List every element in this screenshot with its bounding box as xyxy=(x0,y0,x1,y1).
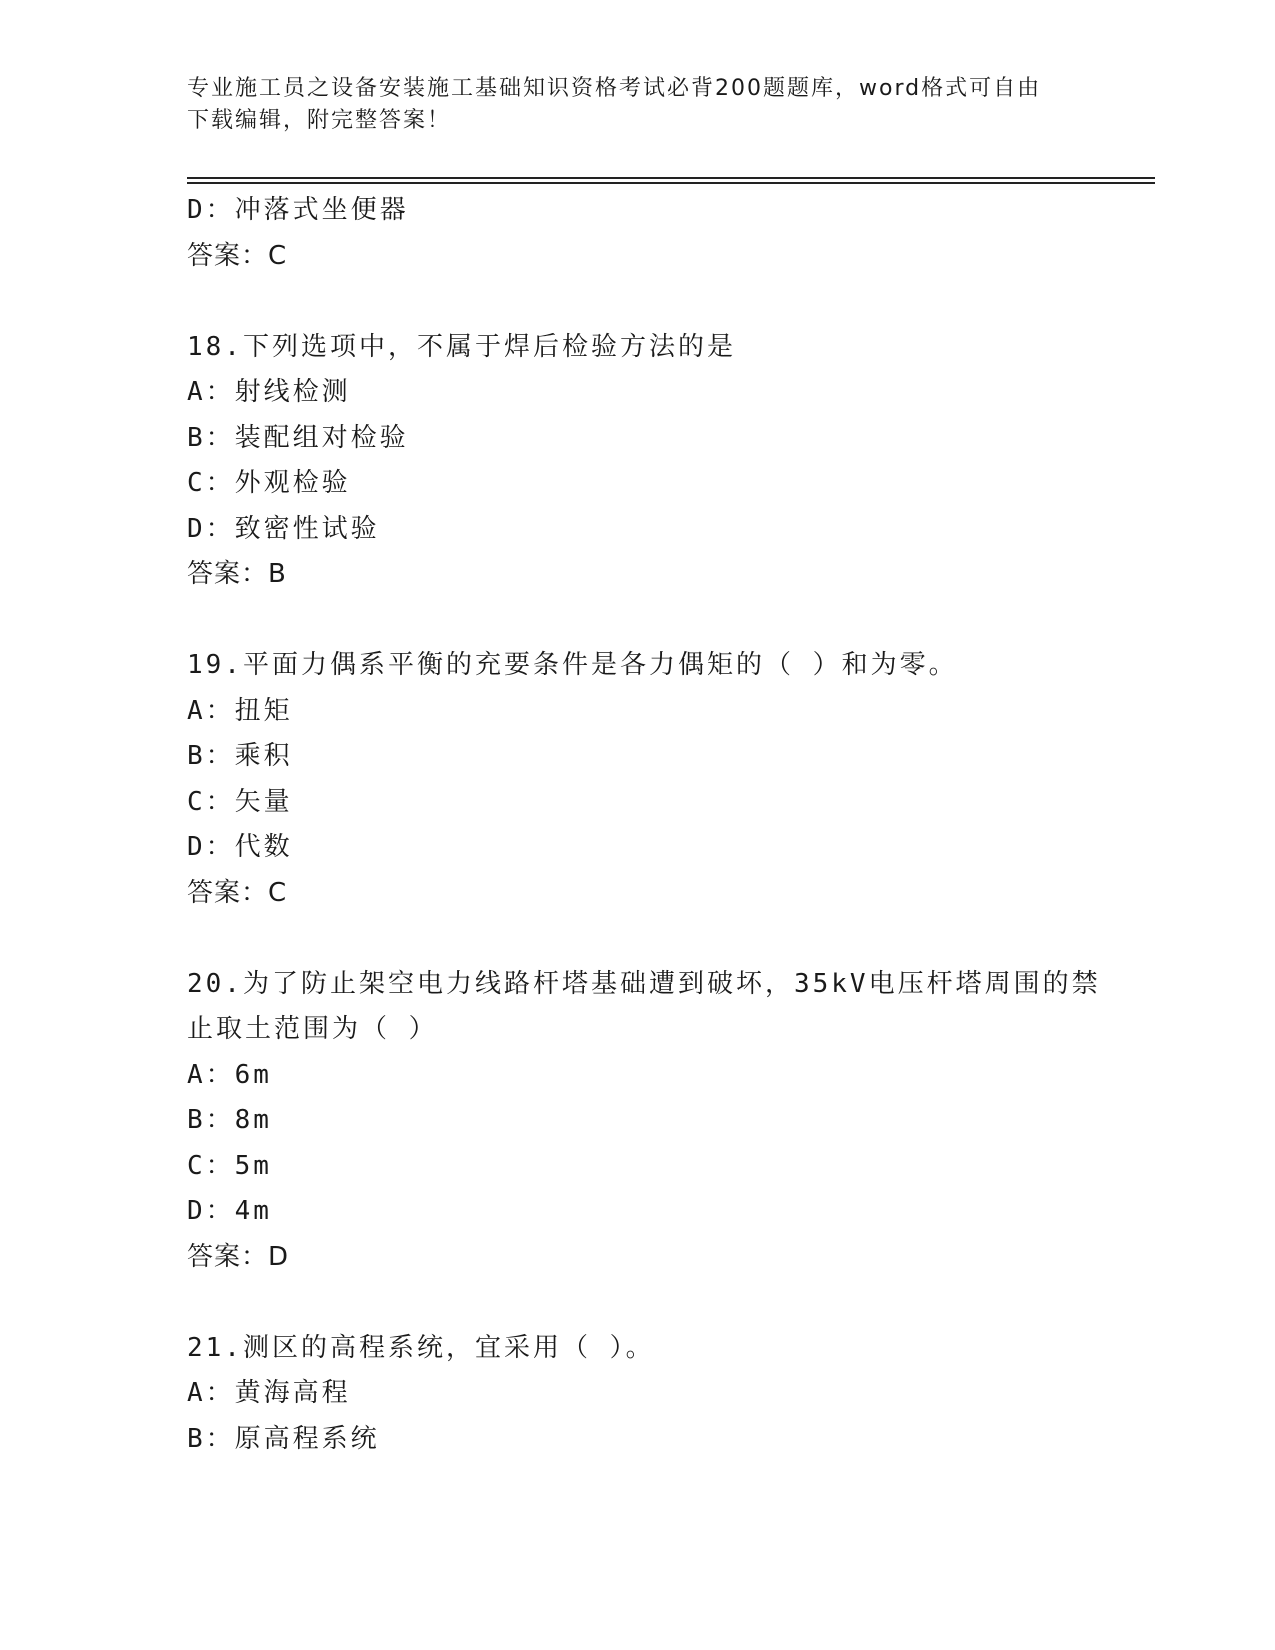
question-19 xyxy=(187,643,1087,916)
option-b: B：装配组对检验 xyxy=(187,422,409,453)
option-b: B：乘积 xyxy=(187,741,293,771)
option-d: D：代数 xyxy=(187,832,293,862)
question-stem: 19.平面力偶系平衡的充要条件是各力偶矩的（ ）和为零。 xyxy=(187,650,958,680)
question-18 xyxy=(187,325,1087,598)
document-header xyxy=(187,73,1067,137)
spacer xyxy=(187,916,1087,962)
question-stem: 18.下列选项中，不属于焊后检验方法的是 xyxy=(187,331,736,362)
option-a: A：射线检测 xyxy=(187,377,351,407)
question-list xyxy=(187,188,1101,1462)
option-d: D：致密性试验 xyxy=(187,513,380,544)
option-c: C：外观检验 xyxy=(187,468,351,498)
question-21 xyxy=(187,1326,1087,1463)
header-line-1: 专业施工员之设备安装施工基础知识资格考试必背200题题库，word格式可自由 xyxy=(187,76,1042,101)
prev-option-d: D：冲落式坐便器 xyxy=(187,195,409,225)
header-line-2: 下载编辑，附完整答案！ xyxy=(187,108,452,133)
option-c: C：矢量 xyxy=(187,786,293,817)
spacer xyxy=(187,1280,1087,1326)
spacer xyxy=(187,598,1087,644)
question-stem-continued: 止取土范围为（ ） xyxy=(187,1014,438,1044)
option-a: A：黄海高程 xyxy=(187,1378,351,1408)
answer: 答案：B xyxy=(187,559,287,589)
option-d: D：4m xyxy=(187,1196,272,1226)
answer: 答案：D xyxy=(187,1241,290,1272)
option-a: A：扭矩 xyxy=(187,695,293,726)
prev-answer: 答案：C xyxy=(187,240,288,271)
option-b: B：8m xyxy=(187,1105,272,1135)
header-divider-top xyxy=(187,177,1155,179)
spacer xyxy=(187,279,1087,325)
option-a: A：6m xyxy=(187,1059,272,1090)
question-20 xyxy=(187,962,1101,1281)
answer: 答案：C xyxy=(187,877,288,908)
option-b: B：原高程系统 xyxy=(187,1423,380,1454)
header-divider-bottom xyxy=(187,182,1155,184)
question-stem: 21.测区的高程系统，宜采用（ ）。 xyxy=(187,1332,655,1363)
question-stem: 20.为了防止架空电力线路杆塔基础遭到破坏，35kV电压杆塔周围的禁 xyxy=(187,968,1101,999)
option-c: C：5m xyxy=(187,1150,272,1181)
